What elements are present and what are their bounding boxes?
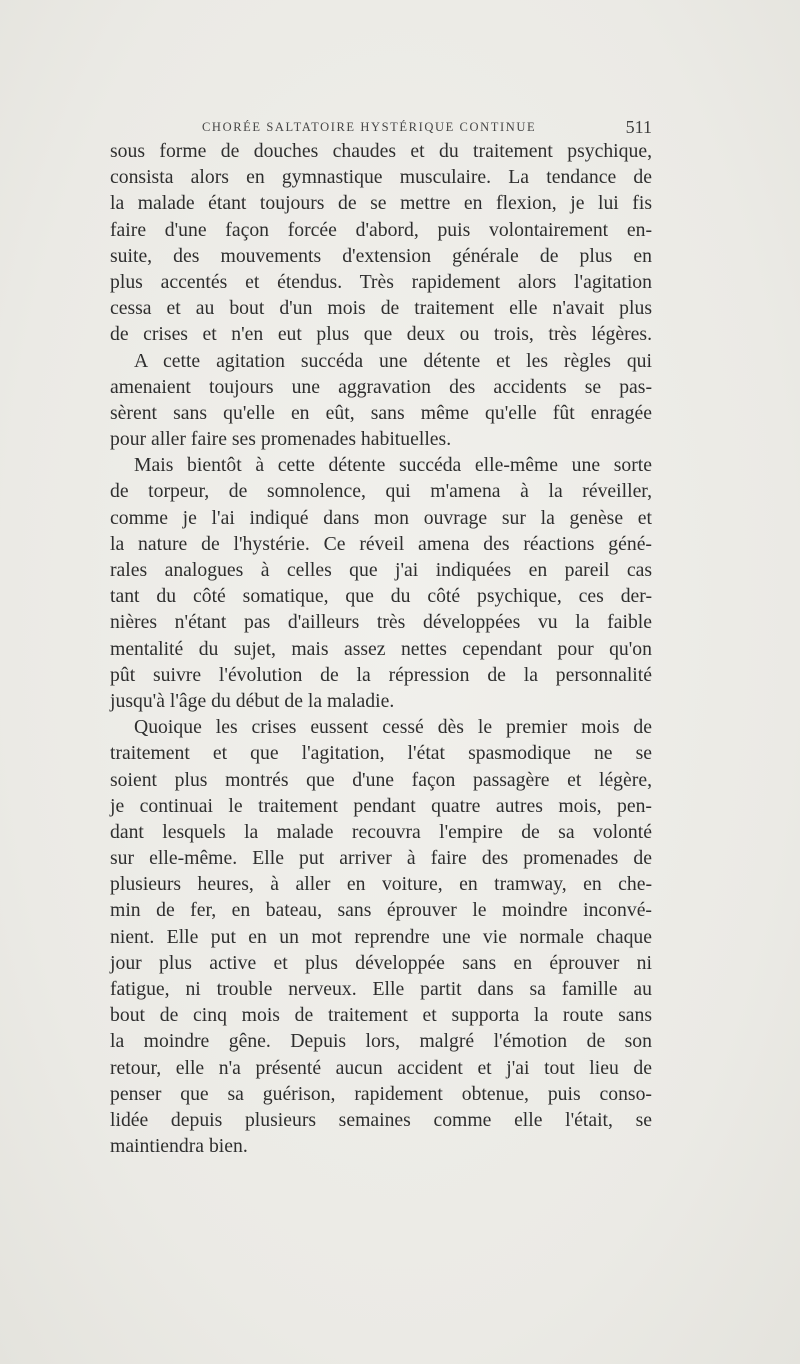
text-line: plus accentés et étendus. Très rapidement alors l'agitation: [110, 270, 652, 293]
text-line: min de fer, en bateau, sans éprouver le moindre inconvé-: [110, 899, 652, 922]
text-line: de crises et n'en eut plus que deux ou trois, très légères.: [110, 323, 652, 346]
text-line: traitement et que l'agitation, l'état spasmodique ne se: [110, 742, 652, 765]
text-line: nières n'étant pas d'ailleurs très développées vu la faible: [110, 611, 652, 634]
text-line: faire d'une façon forcée d'abord, puis volontairement en-: [110, 218, 652, 241]
text-line: je continuai le traitement pendant quatre autres mois, pen-: [110, 794, 652, 817]
paragraph-2: [110, 348, 652, 453]
text-line: nient. Elle put en un mot reprendre une vie normale chaque: [110, 925, 652, 948]
text-line: jour plus active et plus développée sans en éprouver ni: [110, 951, 652, 974]
text-line: la nature de l'hystérie. Ce réveil amena des réactions géné-: [110, 532, 652, 555]
text-line: sèrent sans qu'elle en eût, sans même qu'elle fût enragée: [110, 401, 652, 424]
text-line: fatigue, ni trouble nerveux. Elle partit dans sa famille au: [110, 978, 652, 1000]
text-line: pour aller faire ses promenades habituelles.: [110, 428, 452, 451]
text-line: soient plus montrés que d'une façon passagère et légère,: [110, 768, 652, 791]
text-line: amenaient toujours une aggravation des accidents se pas-: [110, 375, 652, 398]
text-line: sous forme de douches chaudes et du traitement psychique,: [110, 140, 652, 162]
text-line: la malade étant toujours de se mettre en flexion, je lui fis: [110, 192, 652, 215]
text-line: pût suivre l'évolution de la répression de la personnalité: [110, 663, 652, 686]
text-line: cessa et au bout d'un mois de traitement elle n'avait plus: [110, 297, 652, 320]
text-line: lidée depuis plusieurs semaines comme elle l'était, se: [110, 1108, 652, 1131]
text-line: A cette agitation succéda une détente et les règles qui: [134, 349, 652, 372]
page-number: 511: [625, 117, 652, 137]
text-line: sur elle-même. Elle put arriver à faire des promenades de: [110, 847, 652, 870]
text-line: penser que sa guérison, rapidement obtenue, puis conso-: [110, 1082, 652, 1105]
text-line: jusqu'à l'âge du début de la maladie.: [110, 689, 395, 712]
text-line: rales analogues à celles que j'ai indiquées en pareil cas: [110, 559, 652, 581]
running-title: CHORÉE SALTATOIRE HYSTÉRIQUE CONTINUE: [202, 120, 537, 134]
text-line: Mais bientôt à cette détente succéda elle-même une sorte: [134, 454, 652, 477]
text-line: la moindre gêne. Depuis lors, malgré l'émotion de son: [110, 1030, 652, 1053]
text-line: plusieurs heures, à aller en voiture, en tramway, en che-: [110, 873, 652, 896]
text-line: maintiendra bien.: [110, 1135, 248, 1158]
text-line: retour, elle n'a présenté aucun accident et j'ai tout lieu de: [110, 1056, 652, 1079]
text-line: bout de cinq mois de traitement et supporta la route sans: [110, 1004, 652, 1027]
text-line: de torpeur, de somnolence, qui m'amena à la réveiller,: [110, 480, 652, 503]
text-line: consista alors en gymnastique musculaire. La tendance de: [110, 166, 652, 189]
text-line: suite, des mouvements d'extension générale de plus en: [110, 244, 652, 267]
text-line: Quoique les crises eussent cessé dès le premier mois de: [134, 716, 652, 739]
paragraph-4: [110, 714, 652, 1159]
text-line: mentalité du sujet, mais assez nettes cependant pour qu'on: [110, 637, 652, 660]
text-line: tant du côté somatique, que du côté psychique, ces der-: [110, 585, 652, 608]
paragraph-1: [110, 138, 652, 348]
text-line: dant lesquels la malade recouvra l'empire de sa volonté: [110, 820, 652, 843]
body-text: [110, 138, 652, 1159]
paragraph-3: [110, 452, 652, 714]
text-line: comme je l'ai indiqué dans mon ouvrage sur la genèse et: [110, 506, 652, 529]
